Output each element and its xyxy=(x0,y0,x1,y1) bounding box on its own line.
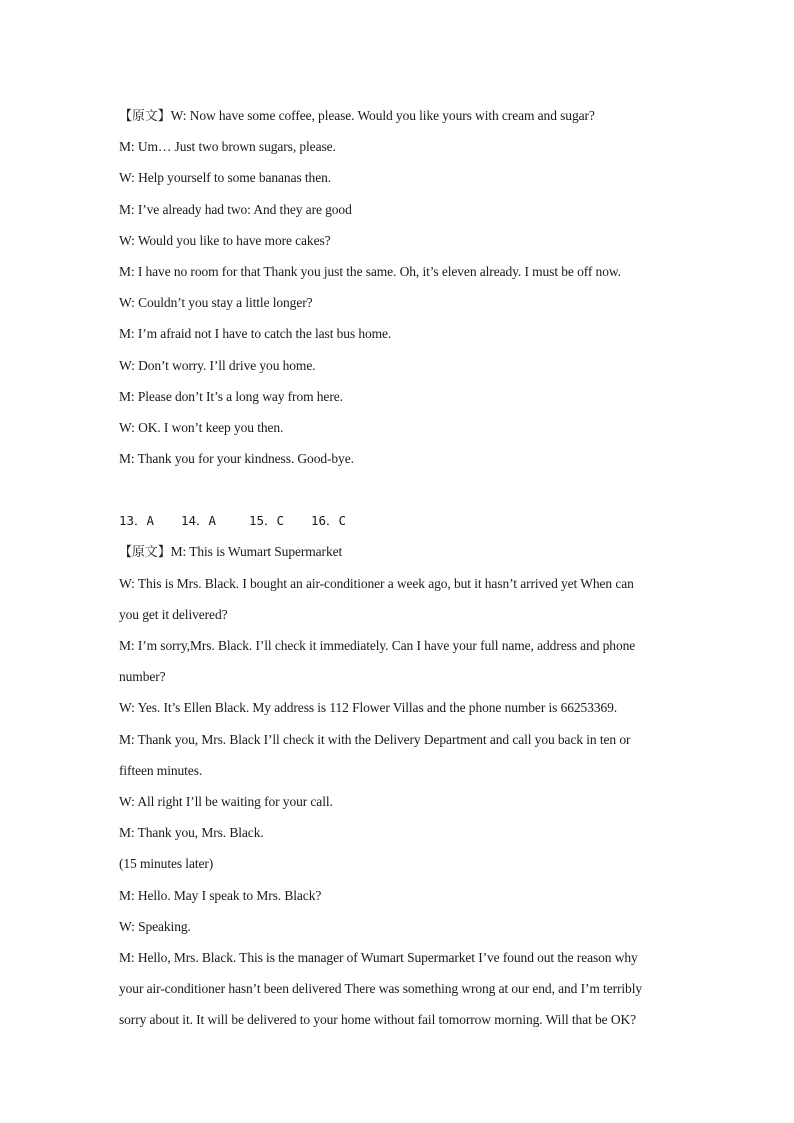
transcript-label: 【原文】 xyxy=(119,545,171,561)
transcript-label: 【原文】 xyxy=(119,109,171,124)
dialogue-line: M: Hello, Mrs. Black. This is the manager of Wumart Supermarket I’ve found out the reason why xyxy=(119,949,638,965)
dialogue-line: M: Hello. May I speak to Mrs. Black? xyxy=(119,887,322,903)
answer-16: 16．C xyxy=(311,513,347,529)
dialogue-line: M: Um… Just two brown sugars, please. xyxy=(119,139,336,155)
dialogue-line: M: I’m sorry,Mrs. Black. I’ll check it immediately. Can I have your full name, address and phone xyxy=(119,638,636,653)
document-page xyxy=(119,100,679,1035)
dialogue-line: M: I’m afraid not I have to catch the last bus home. xyxy=(119,326,392,342)
section-spacer xyxy=(119,474,679,505)
dialogue-text: M: This is Wumart Supermarket xyxy=(170,544,343,560)
dialogue-line: M: Thank you, Mrs. Black. xyxy=(119,825,264,841)
answer-14: 14．A xyxy=(181,513,217,529)
dialogue-line: your air-conditioner hasn’t been delivered There was something wrong at our end, and I’m terribly xyxy=(119,981,642,997)
dialogue-line: fifteen minutes. xyxy=(119,762,203,778)
dialogue-line: M: Thank you, Mrs. Black I’ll check it with the Delivery Department and call you back in ten or xyxy=(119,731,631,747)
dialogue-line: M: Please don’t It’s a long way from here. xyxy=(119,388,343,404)
dialogue-line: sorry about it. It will be delivered to your home without fail tomorrow morning. Will that be OK? xyxy=(119,1012,637,1028)
dialogue-line: you get it delivered? xyxy=(119,606,228,622)
dialogue-line: W: OK. I won’t keep you then. xyxy=(119,419,284,435)
answer-key xyxy=(119,505,679,536)
dialogue-line: M: I have no room for that Thank you just the same. Oh, it’s eleven already. I must be off now. xyxy=(119,263,621,279)
dialogue-line: W: This is Mrs. Black. I bought an air-conditioner a week ago, but it hasn’t arrived yet When can xyxy=(119,575,634,591)
dialogue-line xyxy=(119,100,679,131)
dialogue-text: W: Now have some coffee, please. Would you like yours with cream and sugar? xyxy=(170,108,595,123)
dialogue-line xyxy=(119,536,679,567)
dialogue-line: W: Don’t worry. I’ll drive you home. xyxy=(119,357,316,373)
dialogue-line: W: Would you like to have more cakes? xyxy=(119,232,331,248)
dialogue-line: number? xyxy=(119,669,166,685)
dialogue-line: (15 minutes later) xyxy=(119,856,214,872)
dialogue-line: W: Help yourself to some bananas then. xyxy=(119,170,332,186)
dialogue-line: M: Thank you for your kindness. Good-bye. xyxy=(119,451,354,467)
dialogue-line: W: Yes. It’s Ellen Black. My address is 112 Flower Villas and the phone number is 66253369. xyxy=(119,700,618,716)
dialogue-line: W: Couldn’t you stay a little longer? xyxy=(119,295,313,311)
answer-15: 15．C xyxy=(249,513,285,529)
dialogue-line: W: All right I’ll be waiting for your call. xyxy=(119,793,333,809)
answer-13: 13．A xyxy=(119,513,155,529)
dialogue-line: M: I’ve already had two: And they are good xyxy=(119,201,352,217)
dialogue-line: W: Speaking. xyxy=(119,918,191,934)
